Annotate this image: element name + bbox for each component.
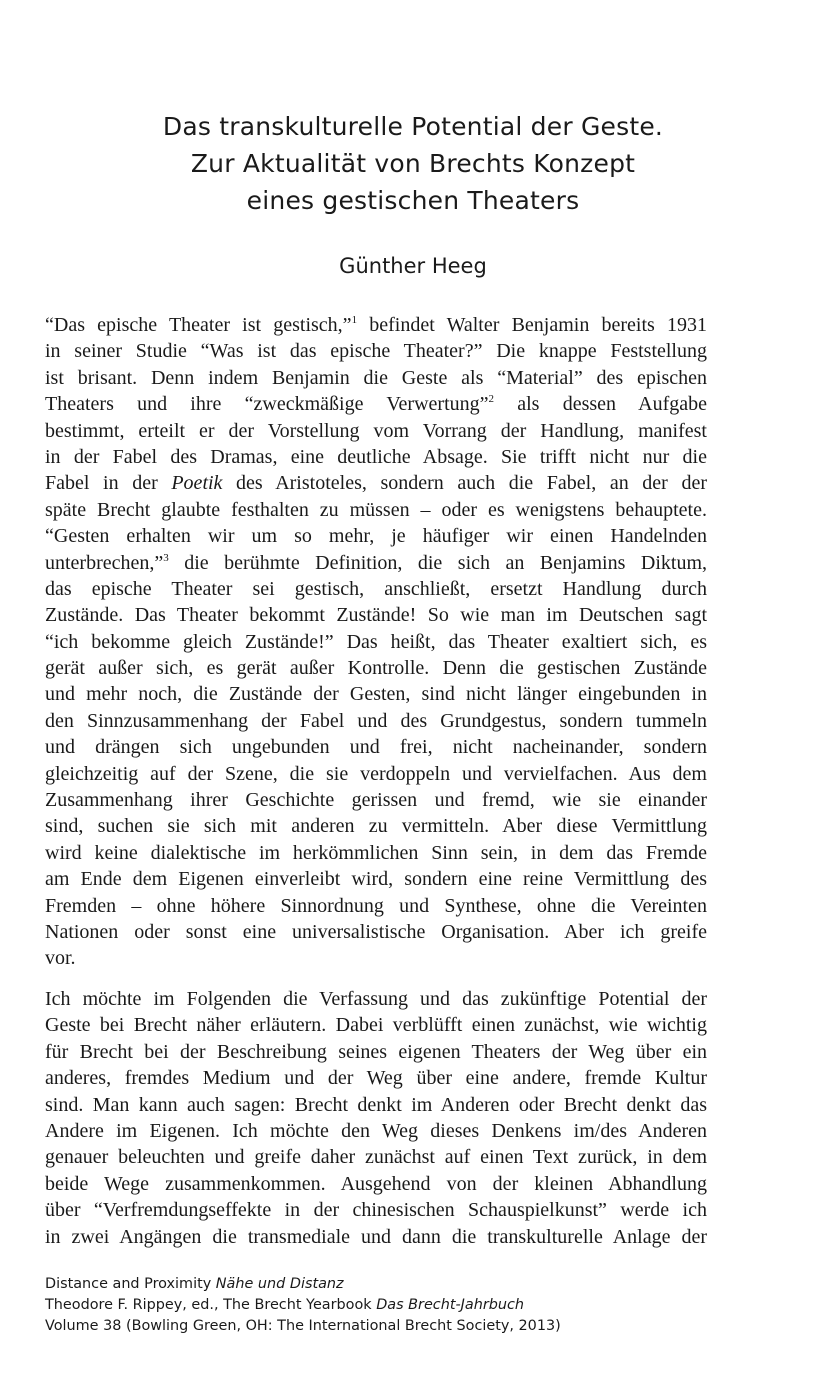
text-line: genauer beleuchten und greife daher zunächst auf einen Text zurück, in dem	[45, 1146, 707, 1169]
text-line: Andere im Eigenen. Ich möchte den Weg dieses Denkens im/des Anderen	[45, 1119, 707, 1142]
work-title-poetik: Poetik	[171, 472, 223, 495]
text-line: über “Verfremdungseffekte in der chinesischen Schauspielkunst” werde ich	[45, 1199, 707, 1222]
text-line: sind. Man kann auch sagen: Brecht denkt im Anderen oder Brecht denkt das	[45, 1093, 707, 1116]
text-line: sind, suchen sie sich mit anderen zu vermitteln. Aber diese Vermittlung	[45, 815, 707, 838]
footer-line-3: Volume 38 (Bowling Green, OH: The International Brecht Society, 2013)	[45, 1318, 561, 1334]
text-line: wird keine dialektische im herkömmlichen Sinn sein, in dem das Fremde	[45, 841, 707, 864]
footnote-ref-2: 2	[488, 393, 495, 406]
text-line: gleichzeitig auf der Szene, die sie verdoppeln und vervielfachen. Aus dem	[45, 762, 707, 785]
title-line-2: Zur Aktualität von Brechts Konzept	[190, 149, 636, 178]
text-line: späte Brecht glaubte festhalten zu müssen – oder es wenigstens behauptete.	[45, 498, 707, 521]
text-line: Zustände. Das Theater bekommt Zustände! So wie man im Deutschen sagt	[45, 604, 707, 627]
author-name: Günther Heeg	[339, 254, 487, 278]
text-line: Fremden – ohne höhere Sinnordnung und Synthese, ohne die Vereinten	[45, 894, 707, 917]
title-line-1: Das transkulturelle Potential der Geste.	[162, 112, 664, 141]
article-title	[60, 108, 766, 219]
text-line: in zwei Angängen die transmediale und dann die transkulturelle Anlage der	[45, 1225, 707, 1248]
publication-footer	[45, 1274, 765, 1337]
footer-line-1: Distance and Proximity Nähe und Distanz	[45, 1276, 344, 1292]
text-line: Theaters und ihre “zweckmäßige Verwertung”$^2$ als dessen Aufgabe	[45, 393, 708, 416]
footnote-ref-3: 3	[163, 551, 169, 564]
footer-line-2: Theodore F. Rippey, ed., The Brecht Yearbook Das Brecht-Jahrbuch	[45, 1297, 525, 1313]
text-line: das epische Theater sei gestisch, anschließt, ersetzt Handlung durch	[45, 577, 707, 600]
paragraph-2	[45, 986, 707, 1250]
paragraph-1	[45, 312, 707, 972]
text-line: “Das epische Theater ist gestisch,”$^1$ befindet Walter Benjamin bereits 1931	[45, 314, 707, 336]
text-line: Geste bei Brecht näher erläutern. Dabei verblüfft einen zunächst, wie wichtig	[45, 1014, 707, 1037]
text-line: in der Fabel des Dramas, eine deutliche Absage. Sie trifft nicht nur die	[45, 445, 707, 468]
text-line: “ich bekomme gleich Zustände!” Das heißt, das Theater exaltiert sich, es	[45, 630, 707, 653]
text-line: bestimmt, erteilt er der Vorstellung vom Vorrang der Handlung, manifest	[45, 419, 707, 442]
footnote-ref-1: 1	[351, 314, 358, 326]
text-line: den Sinnzusammenhang der Fabel und des Grundgestus, sondern tummeln	[45, 709, 707, 732]
text-line: vor.	[45, 947, 76, 970]
text-line: gerät außer sich, es gerät außer Kontrolle. Denn die gestischen Zustände	[45, 657, 707, 680]
text-line: in seiner Studie “Was ist das epische Theater?” Die knappe Feststellung	[45, 340, 707, 363]
text-line: Ich möchte im Folgenden die Verfassung und das zukünftige Potential der	[45, 988, 707, 1010]
text-line: Nationen oder sonst eine universalistische Organisation. Aber ich greife	[45, 920, 707, 943]
text-line: Fabel in der Poetik des Aristoteles, sondern auch die Fabel, an der der	[45, 472, 707, 495]
text-line: und drängen sich ungebunden und frei, nicht nacheinander, sondern	[45, 736, 707, 759]
title-line-3: eines gestischen Theaters	[246, 186, 580, 215]
text-line: unterbrechen,”$^3$ die berühmte Definition, die sich an Benjamins Diktum,	[45, 551, 707, 574]
text-line: beide Wege zusammenkommen. Ausgehend von der kleinen Abhandlung	[45, 1172, 707, 1195]
text-line: und mehr noch, die Zustände der Gesten, sind nicht länger eingebunden in	[45, 683, 707, 706]
text-line: am Ende dem Eigenen einverleibt wird, sondern eine reine Vermittlung des	[45, 868, 707, 891]
text-line: ist brisant. Denn indem Benjamin die Geste als “Material” des epischen	[45, 366, 707, 389]
text-line: für Brecht bei der Beschreibung seines eigenen Theaters der Weg über ein	[45, 1040, 707, 1063]
text-line: anderes, fremdes Medium und der Weg über eine andere, fremde Kultur	[45, 1067, 707, 1090]
text-line: “Gesten erhalten wir um so mehr, je häufiger wir einen Handelnden	[45, 525, 707, 548]
text-line: Zusammenhang ihrer Geschichte gerissen und fremd, wie sie einander	[45, 789, 707, 812]
